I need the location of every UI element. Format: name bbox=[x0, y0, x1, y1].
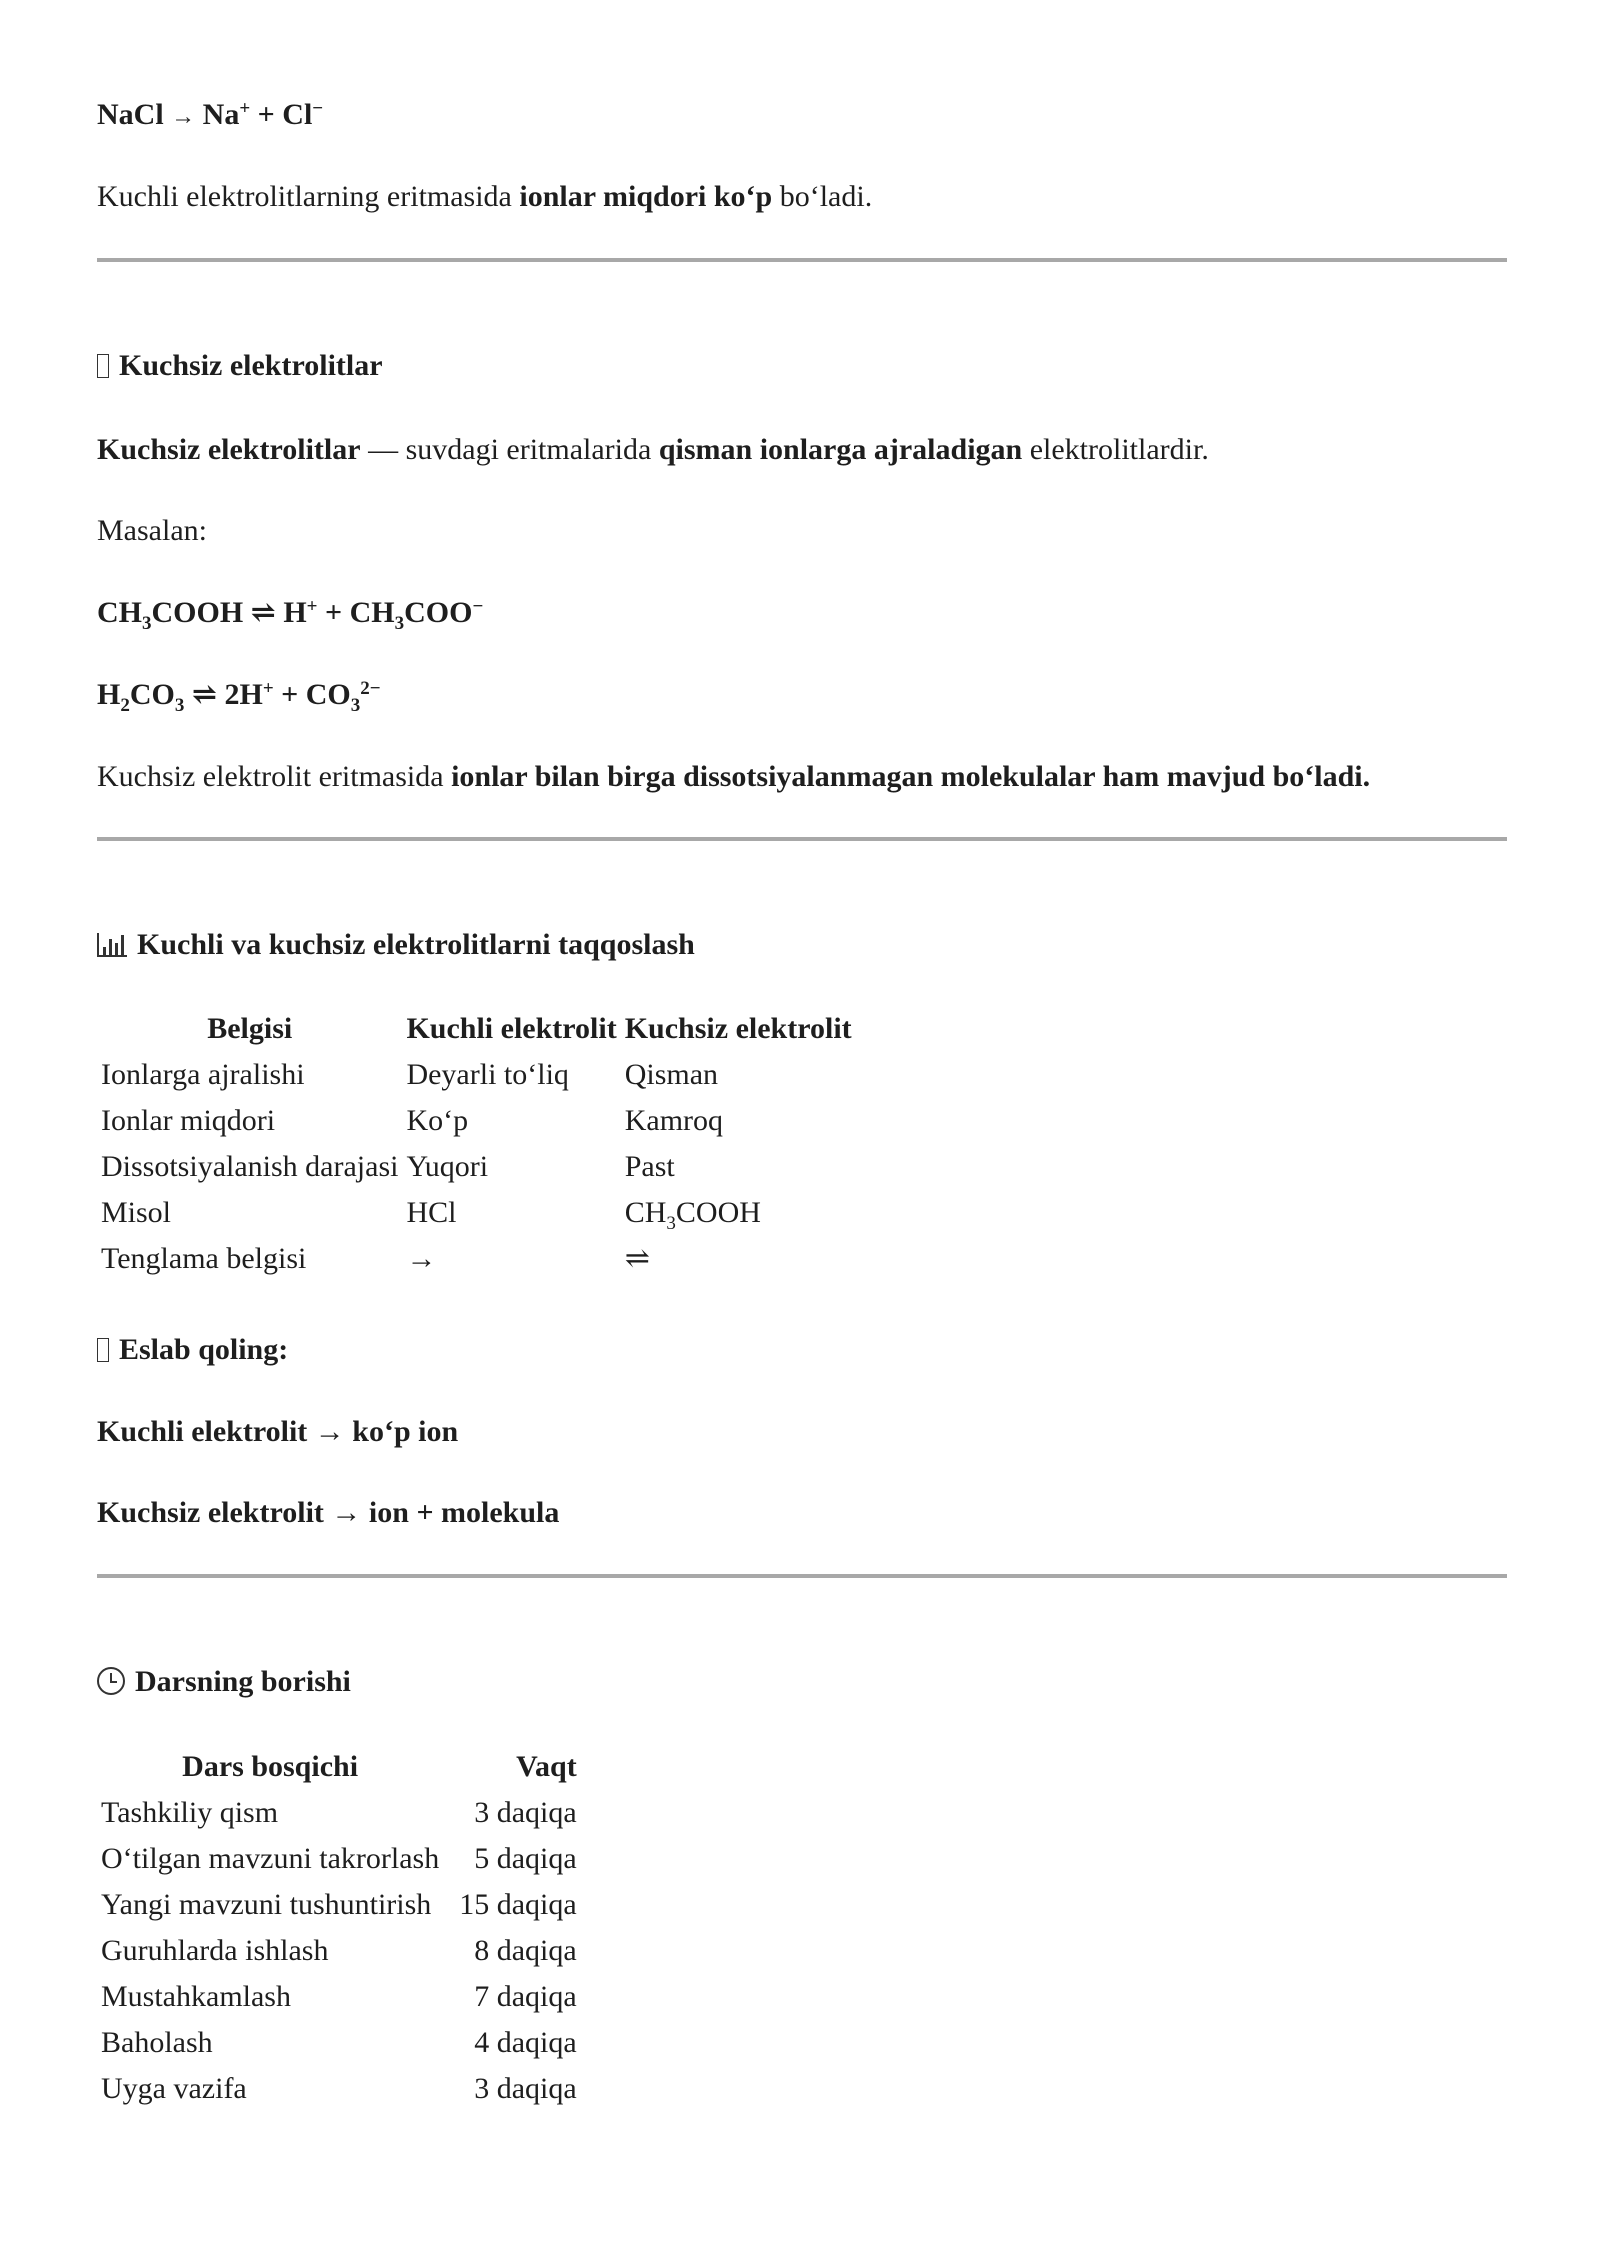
table-cell: 15 daqiqa bbox=[459, 1888, 577, 1921]
formula: CH bbox=[624, 1196, 667, 1229]
plus-sign: + bbox=[257, 98, 275, 131]
subscript: 3 bbox=[666, 1213, 676, 1234]
formula: COO bbox=[404, 596, 473, 629]
table-cell: Uyga vazifa bbox=[101, 2072, 247, 2105]
text: elektrolitlardir. bbox=[1022, 433, 1209, 466]
subscript: 3 bbox=[350, 695, 361, 716]
table-cell: Mustahkamlash bbox=[101, 1980, 291, 2013]
column-header: Kuchli elektrolit bbox=[406, 1012, 617, 1045]
arrow-icon: → bbox=[171, 104, 196, 130]
lesson-heading bbox=[97, 1662, 351, 1702]
column-header: Dars bosqichi bbox=[182, 1750, 359, 1783]
table-row bbox=[97, 1928, 581, 1974]
table-row bbox=[97, 1236, 856, 1282]
table-cell: Ko‘p bbox=[406, 1104, 469, 1137]
table-cell: 5 daqiqa bbox=[474, 1842, 577, 1875]
section-title: Darsning borishi bbox=[135, 1665, 351, 1698]
table-row bbox=[97, 1882, 581, 1928]
equilibrium-icon: ⇌ bbox=[250, 596, 276, 629]
table-cell: 3 daqiqa bbox=[474, 2072, 577, 2105]
formula: COOH bbox=[675, 1196, 761, 1229]
divider bbox=[97, 837, 1507, 841]
table-cell: ⇌ bbox=[624, 1242, 650, 1275]
table-cell: 8 daqiqa bbox=[474, 1934, 577, 1967]
table-cell: 4 daqiqa bbox=[474, 2026, 577, 2059]
weak-equation-1 bbox=[97, 593, 483, 633]
column-header: Kuchsiz elektrolit bbox=[624, 1012, 852, 1045]
table-cell: → bbox=[406, 1242, 437, 1275]
subscript: 3 bbox=[142, 613, 152, 634]
remember-heading bbox=[97, 1330, 288, 1370]
table-cell: 7 daqiqa bbox=[474, 1980, 577, 2013]
formula: H bbox=[97, 678, 121, 711]
table-cell: Qisman bbox=[624, 1058, 719, 1091]
bar-chart-icon bbox=[97, 933, 127, 957]
weak-note bbox=[97, 757, 1370, 797]
column-header: Belgisi bbox=[207, 1012, 293, 1045]
subscript: 3 bbox=[394, 613, 405, 634]
charge: 2− bbox=[360, 678, 381, 699]
text: Kuchsiz elektrolit eritmasida bbox=[97, 760, 452, 793]
table-row bbox=[97, 1836, 581, 1882]
table-cell bbox=[621, 1190, 856, 1236]
divider bbox=[97, 1574, 1507, 1578]
table-cell: Tashkiliy qism bbox=[101, 1796, 279, 1829]
table-cell: Dissotsiyalanish darajasi bbox=[101, 1150, 399, 1183]
table-row bbox=[97, 1974, 581, 2020]
lesson-table bbox=[97, 1744, 581, 2112]
table-header-row bbox=[97, 1006, 856, 1052]
table-row bbox=[97, 1190, 856, 1236]
comparison-table bbox=[97, 1006, 856, 1282]
charge: + bbox=[306, 596, 318, 617]
table-cell: Ionlarga ajralishi bbox=[101, 1058, 305, 1091]
table-cell: O‘tilgan mavzuni takrorlash bbox=[101, 1842, 440, 1875]
table-cell: Yangi mavzuni tushuntirish bbox=[101, 1888, 432, 1921]
table-cell: Past bbox=[624, 1150, 675, 1183]
table-row bbox=[97, 1790, 581, 1836]
plus-sign: + bbox=[324, 596, 343, 629]
clock-icon bbox=[97, 1667, 125, 1695]
strong-note bbox=[97, 177, 872, 217]
bold-text: ionlar miqdori ko‘p bbox=[519, 180, 773, 213]
table-row bbox=[97, 1052, 856, 1098]
section-title: Kuchli va kuchsiz elektrolitlarni taqqoslash bbox=[137, 928, 695, 961]
table-row bbox=[97, 2020, 581, 2066]
ion-cl: Cl bbox=[282, 98, 313, 131]
formula: CO bbox=[305, 678, 351, 711]
table-cell: Tenglama belgisi bbox=[101, 1242, 307, 1275]
weak-heading bbox=[97, 346, 383, 386]
table-cell: Baholash bbox=[101, 2026, 213, 2059]
subscript: 3 bbox=[174, 695, 185, 716]
text: bo‘ladi. bbox=[772, 180, 873, 213]
compare-heading bbox=[97, 925, 695, 965]
bold-text: qisman ionlarga ajraladigan bbox=[658, 433, 1023, 466]
charge: + bbox=[262, 678, 274, 699]
table-cell: Misol bbox=[101, 1196, 172, 1229]
strong-equation bbox=[97, 95, 323, 137]
section-title: Eslab qoling: bbox=[119, 1333, 289, 1366]
subscript: 2 bbox=[120, 695, 130, 716]
table-row bbox=[97, 1144, 856, 1190]
ion-na: Na bbox=[202, 98, 240, 131]
charge: − bbox=[312, 98, 324, 119]
bold-text: ionlar bilan birga dissotsiyalanmagan molekulalar ham mavjud bo‘ladi. bbox=[451, 760, 1371, 793]
table-cell: HCl bbox=[406, 1196, 457, 1229]
equilibrium-icon: ⇌ bbox=[191, 678, 217, 711]
charge: + bbox=[239, 98, 251, 119]
plus-sign: + bbox=[281, 678, 299, 711]
formula: CO bbox=[129, 678, 175, 711]
formula-nacl: NaCl bbox=[97, 98, 164, 131]
table-row bbox=[97, 1098, 856, 1144]
table-cell: 3 daqiqa bbox=[474, 1796, 577, 1829]
charge: − bbox=[472, 596, 484, 617]
table-cell: Guruhlarda ishlash bbox=[101, 1934, 329, 1967]
missing-glyph-icon bbox=[97, 354, 109, 378]
table-cell: Deyarli to‘liq bbox=[406, 1058, 569, 1091]
formula: 2H bbox=[224, 678, 263, 711]
text: — suvdagi eritmalarida bbox=[360, 433, 659, 466]
bold-text: Kuchsiz elektrolitlar bbox=[97, 433, 361, 466]
formula: COOH bbox=[151, 596, 244, 629]
table-cell: Kamroq bbox=[624, 1104, 724, 1137]
column-header: Vaqt bbox=[516, 1750, 577, 1783]
remember-line: Kuchsiz elektrolit → ion + molekula bbox=[97, 1496, 560, 1529]
formula: CH bbox=[349, 596, 395, 629]
formula: H bbox=[283, 596, 307, 629]
weak-equation-2 bbox=[97, 675, 381, 715]
section-title: Kuchsiz elektrolitlar bbox=[119, 349, 383, 382]
weak-definition bbox=[97, 430, 1209, 470]
remember-line: Kuchli elektrolit → ko‘p ion bbox=[97, 1415, 459, 1448]
divider bbox=[97, 258, 1507, 262]
text: Kuchli elektrolitlarning eritmasida bbox=[97, 180, 520, 213]
table-header-row bbox=[97, 1744, 581, 1790]
table-cell: Ionlar miqdori bbox=[101, 1104, 276, 1137]
table-cell: Yuqori bbox=[406, 1150, 489, 1183]
missing-glyph-icon bbox=[97, 1338, 109, 1362]
formula: CH bbox=[97, 596, 142, 629]
example-label: Masalan: bbox=[97, 514, 207, 547]
table-row bbox=[97, 2066, 581, 2112]
